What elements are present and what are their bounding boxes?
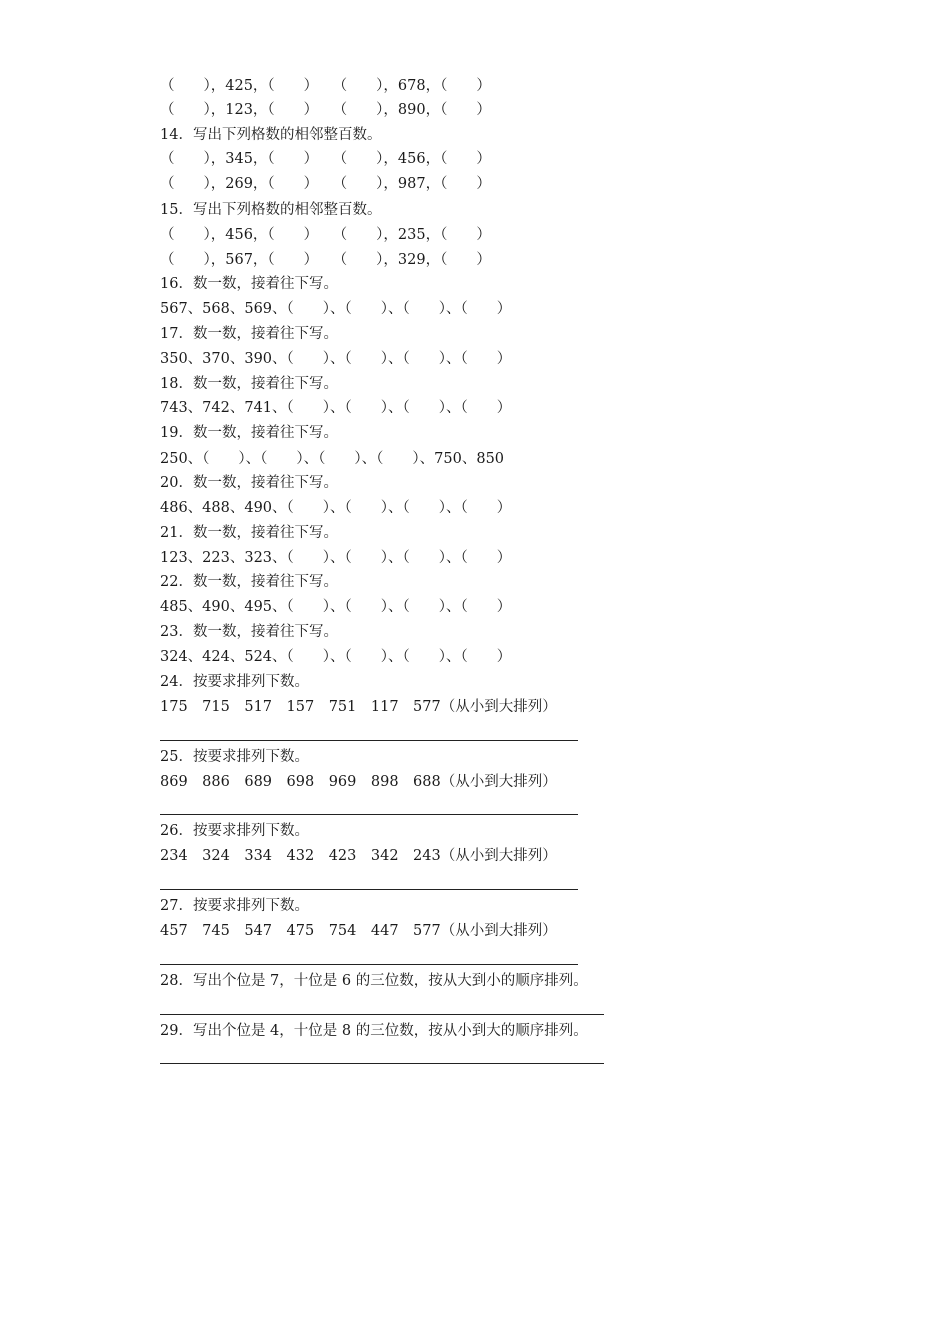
q20-sequence: 486、488、490、（ ）、（ ）、（ ）、（ ）: [160, 500, 512, 516]
q26-answer-line[interactable]: [160, 889, 578, 890]
q14-row-2: （ ），269，（ ） （ ），987，（ ）: [160, 176, 491, 192]
q23-title: 23．数一数，接着往下写。: [160, 624, 338, 640]
q22-title: 22．数一数，接着往下写。: [160, 574, 338, 590]
q15-row-2: （ ），567，（ ） （ ），329，（ ）: [160, 252, 491, 268]
q28-title: 28．写出个位是 7，十位是 6 的三位数，按从大到小的顺序排列。: [160, 973, 588, 989]
q26-title: 26．按要求排列下数。: [160, 823, 309, 839]
q24-numbers: 175 715 517 157 751 117 577（从小到大排列）: [160, 699, 557, 715]
q18-sequence: 743、742、741、（ ）、（ ）、（ ）、（ ）: [160, 400, 512, 416]
q15-row-1: （ ），456，（ ） （ ），235，（ ）: [160, 227, 491, 243]
q13-row-1: （ ），425，（ ） （ ），678，（ ）: [160, 78, 491, 94]
q24-answer-line[interactable]: [160, 740, 578, 741]
q17-title: 17．数一数，接着往下写。: [160, 326, 338, 342]
q14-row-1: （ ），345，（ ） （ ），456，（ ）: [160, 151, 491, 167]
q27-title: 27．按要求排列下数。: [160, 898, 309, 914]
q25-numbers: 869 886 689 698 969 898 688（从小到大排列）: [160, 774, 557, 790]
q29-answer-line[interactable]: [160, 1063, 604, 1064]
q18-title: 18．数一数，接着往下写。: [160, 376, 338, 392]
q20-title: 20．数一数，接着往下写。: [160, 475, 338, 491]
q21-sequence: 123、223、323、（ ）、（ ）、（ ）、（ ）: [160, 550, 512, 566]
q24-title: 24．按要求排列下数。: [160, 674, 309, 690]
q19-sequence: 250、（ ）、（ ）、（ ）、（ ）、750、850: [160, 451, 505, 467]
q23-sequence: 324、424、524、（ ）、（ ）、（ ）、（ ）: [160, 649, 512, 665]
q21-title: 21．数一数，接着往下写。: [160, 525, 338, 541]
q25-answer-line[interactable]: [160, 814, 578, 815]
q28-answer-line[interactable]: [160, 1014, 604, 1015]
q27-numbers: 457 745 547 475 754 447 577（从小到大排列）: [160, 923, 557, 939]
q27-answer-line[interactable]: [160, 964, 578, 965]
q17-sequence: 350、370、390、（ ）、（ ）、（ ）、（ ）: [160, 351, 512, 367]
q15-title: 15．写出下列格数的相邻整百数。: [160, 202, 382, 218]
q13-row-2: （ ），123，（ ） （ ），890，（ ）: [160, 102, 491, 118]
q25-title: 25．按要求排列下数。: [160, 749, 309, 765]
q14-title: 14．写出下列格数的相邻整百数。: [160, 127, 382, 143]
q29-title: 29．写出个位是 4，十位是 8 的三位数，按从小到大的顺序排列。: [160, 1023, 588, 1039]
q19-title: 19．数一数，接着往下写。: [160, 425, 338, 441]
q16-sequence: 567、568、569、（ ）、（ ）、（ ）、（ ）: [160, 301, 512, 317]
q16-title: 16．数一数，接着往下写。: [160, 276, 338, 292]
q26-numbers: 234 324 334 432 423 342 243（从小到大排列）: [160, 848, 557, 864]
q22-sequence: 485、490、495、（ ）、（ ）、（ ）、（ ）: [160, 599, 512, 615]
